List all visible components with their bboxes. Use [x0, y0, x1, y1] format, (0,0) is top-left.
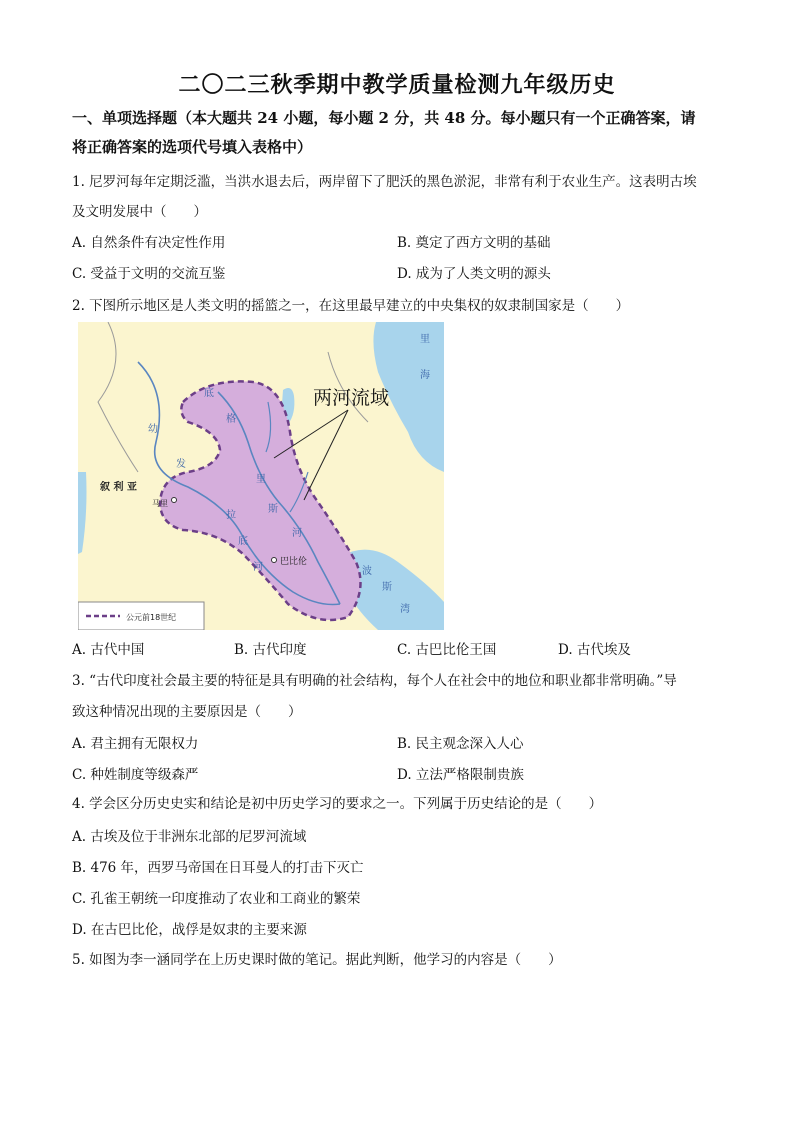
mesopotamia-map — [78, 322, 444, 630]
map-legend-label: 公元前18世纪 — [126, 613, 177, 622]
tigris-char-2: 格 — [226, 414, 236, 425]
exam-title: 二〇二三秋季期中教学质量检测九年级历史 — [178, 72, 616, 98]
question-3-option-b[interactable]: B. 民主观念深入人心 — [397, 736, 524, 752]
euphrates-char-4: 底 — [238, 536, 248, 547]
tigris-char-5: 河 — [292, 528, 302, 539]
euphrates-char-2: 发 — [176, 459, 186, 470]
question-4-line-1: 4. 学会区分历史史实和结论是初中历史学习的要求之一。下列属于历史结论的是（ ） — [72, 796, 603, 812]
question-2-option-c[interactable]: C. 古巴比伦王国 — [397, 642, 497, 658]
euphrates-char-5: 河 — [253, 562, 263, 573]
gulf-char-1: 波 — [362, 566, 372, 577]
question-3-option-d[interactable]: D. 立法严格限制贵族 — [397, 767, 524, 783]
question-2-option-d[interactable]: D. 古代埃及 — [558, 642, 631, 658]
question-1-option-d[interactable]: D. 成为了人类文明的源头 — [397, 266, 551, 282]
question-1-option-b[interactable]: B. 奠定了西方文明的基础 — [397, 235, 551, 251]
question-2-option-a[interactable]: A. 古代中国 — [72, 642, 145, 658]
tigris-char-4: 斯 — [268, 504, 278, 515]
tigris-char-3: 里 — [256, 474, 266, 485]
euphrates-char-1: 幼 — [148, 424, 158, 435]
question-3-line-1: 3. “古代印度社会最主要的特征是具有明确的社会结构，每个人在社会中的地位和职业都非常明确。”导 — [72, 673, 677, 689]
tigris-char-1: 底 — [204, 388, 214, 399]
question-2-option-b[interactable]: B. 古代印度 — [234, 642, 307, 658]
caspian-char-2: 海 — [420, 370, 430, 381]
gulf-char-3: 湾 — [400, 604, 410, 615]
section-heading-line-1: 一、单项选择题（本大题共 24 小题，每小题 2 分，共 48 分。每小题只有一个正确答案，请 — [72, 109, 696, 127]
section-heading-line-2: 将正确答案的选项代号填入表格中） — [72, 138, 313, 156]
city-mari-marker — [172, 498, 177, 503]
question-1-option-c[interactable]: C. 受益于文明的交流互鉴 — [72, 266, 226, 282]
question-3-option-c[interactable]: C. 种姓制度等级森严 — [72, 767, 199, 783]
question-1-line-1: 1. 尼罗河每年定期泛滥，当洪水退去后，两岸留下了肥沃的黑色淤泥，非常有利于农业生产。这表明古埃 — [72, 174, 697, 190]
question-4-option-a[interactable]: A. 古埃及位于非洲东北部的尼罗河流域 — [72, 829, 307, 845]
question-3-line-2: 致这种情况出现的主要原因是（ ） — [72, 704, 302, 720]
question-2-line-1: 2. 下图所示地区是人类文明的摇篮之一，在这里最早建立的中央集权的奴隶制国家是（ ） — [72, 298, 630, 314]
question-1-line-2: 及文明发展中（ ） — [72, 204, 207, 220]
city-babylon-label: 巴比伦 — [280, 557, 308, 567]
region-label-syria: 叙 利 亚 — [100, 482, 137, 493]
question-5-line-1: 5. 如图为李一涵同学在上历史课时做的笔记。据此判断，他学习的内容是（ ） — [72, 952, 562, 968]
question-1-option-a[interactable]: A. 自然条件有决定性作用 — [72, 235, 226, 251]
question-4-option-c[interactable]: C. 孔雀王朝统一印度推动了农业和工商业的繁荣 — [72, 891, 361, 907]
question-3-option-a[interactable]: A. 君主拥有无限权力 — [72, 736, 199, 752]
question-4-option-d[interactable]: D. 在古巴比伦，战俘是奴隶的主要来源 — [72, 922, 307, 938]
city-babylon-marker — [272, 558, 277, 563]
city-mari-label: 马里 — [152, 499, 168, 508]
question-4-option-b[interactable]: B. 476 年，西罗马帝国在日耳曼人的打击下灭亡 — [72, 860, 364, 876]
euphrates-char-3: 拉 — [226, 510, 236, 521]
gulf-char-2: 斯 — [382, 582, 392, 593]
callout-label: 两河流域 — [313, 387, 390, 409]
caspian-char-1: 里 — [420, 334, 430, 345]
